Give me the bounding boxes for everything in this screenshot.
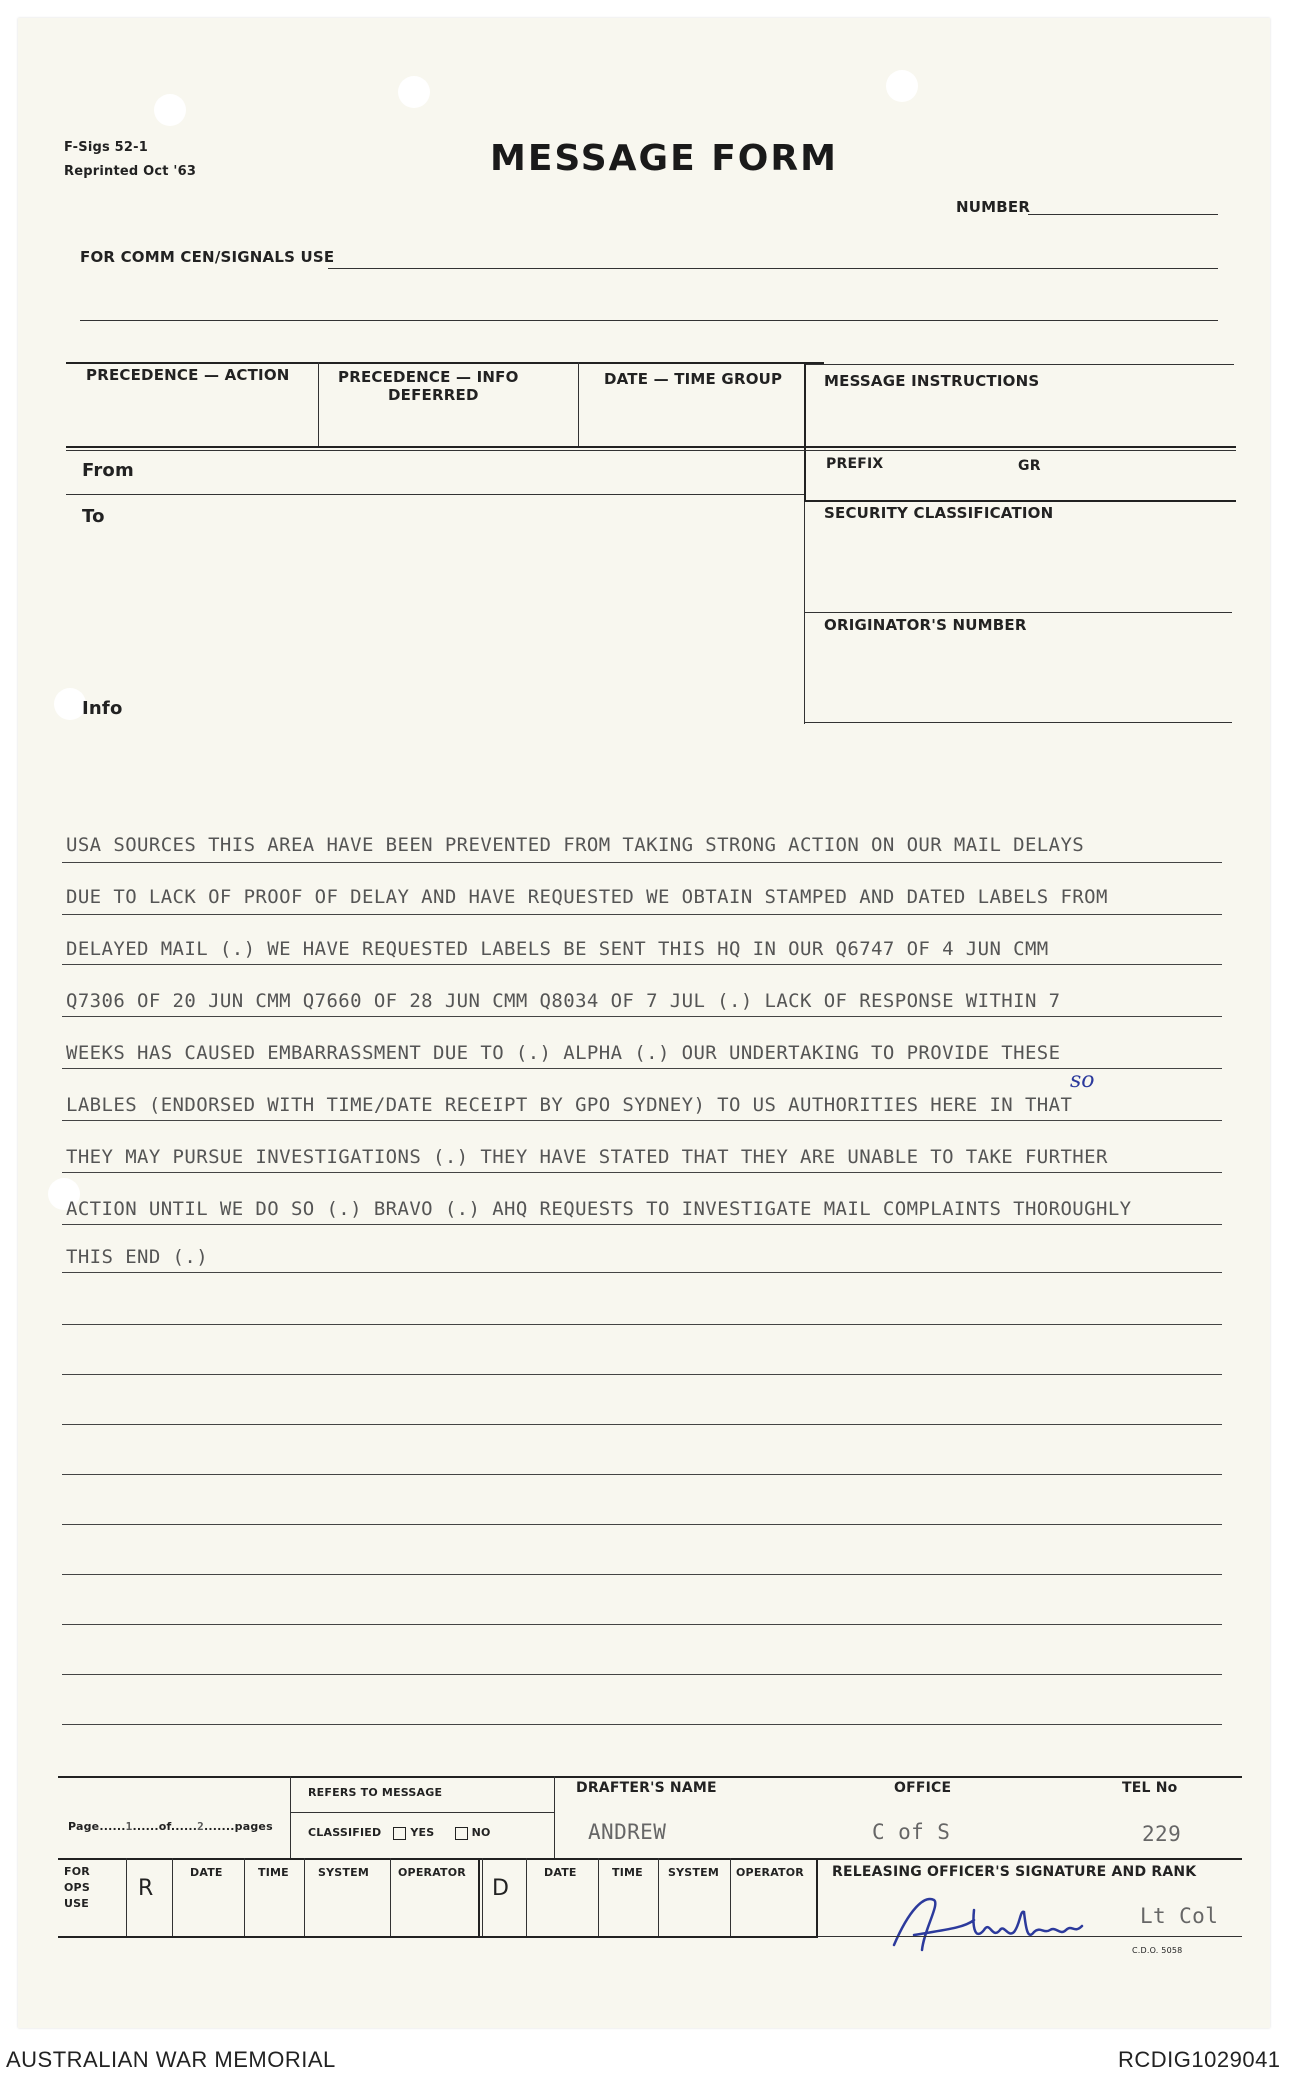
message-rule [62, 964, 1222, 965]
divider [244, 1858, 245, 1936]
time-col-label: TIME [258, 1866, 289, 1879]
date-col-label: DATE [544, 1866, 577, 1879]
caption-left: AUSTRALIAN WAR MEMORIAL [6, 2047, 336, 2072]
message-rule [62, 1424, 1222, 1425]
divider [554, 1776, 555, 1858]
number-label: NUMBER [956, 198, 1031, 216]
message-rule [62, 1224, 1222, 1225]
precedence-deferred-label: DEFERRED [388, 386, 479, 404]
signature-rule [818, 1936, 1242, 1937]
handwritten-correction: so [1070, 1068, 1095, 1093]
punch-hole [154, 94, 186, 126]
punch-hole [398, 76, 430, 108]
divider [482, 1858, 483, 1936]
security-classification-label: SECURITY CLASSIFICATION [824, 504, 1054, 522]
reprinted-date: Reprinted Oct '63 [64, 164, 197, 179]
gr-label: GR [1018, 458, 1041, 474]
refers-to-message-label: REFERS TO MESSAGE [308, 1786, 443, 1799]
form-title: MESSAGE FORM [490, 138, 838, 179]
divider [816, 1858, 818, 1938]
row-rule [66, 446, 1236, 448]
message-line: THEY MAY PURSUE INVESTIGATIONS (.) THEY HAVE STATED THAT THEY ARE UNABLE TO TAKE FURTHER [66, 1146, 1108, 1168]
operator-col-label: OPERATOR [736, 1866, 804, 1879]
date-time-group-label: DATE — TIME GROUP [604, 370, 783, 388]
divider [526, 1858, 527, 1936]
message-rule [62, 1324, 1222, 1325]
message-line: WEEKS HAS CAUSED EMBARRASSMENT DUE TO (.) ALPHA (.) OUR UNDERTAKING TO PROVIDE THESE [66, 1042, 1061, 1064]
page-label: Page......1......of......2.......pages [68, 1820, 273, 1833]
divider [598, 1858, 599, 1936]
message-rule [62, 1724, 1222, 1725]
office-label: OFFICE [894, 1780, 952, 1796]
message-line: LABLES (ENDORSED WITH TIME/DATE RECEIPT BY GPO SYDNEY) TO US AUTHORITIES HERE IN THAT [66, 1094, 1073, 1116]
message-rule [62, 1524, 1222, 1525]
message-line: Q7306 OF 20 JUN CMM Q7660 OF 28 JUN CMM Q8034 OF 7 JUL (.) LACK OF RESPONSE WITHIN 7 [66, 990, 1061, 1012]
releasing-officer-label: RELEASING OFFICER'S SIGNATURE AND RANK [832, 1864, 1197, 1880]
message-line: DELAYED MAIL (.) WE HAVE REQUESTED LABELS BE SENT THIS HQ IN OUR Q6747 OF 4 JUN CMM [66, 938, 1049, 960]
ops-bottom-rule [58, 1936, 818, 1938]
operator-col-label: OPERATOR [398, 1866, 466, 1879]
message-rule [62, 1674, 1222, 1675]
message-line: THIS END (.) [66, 1246, 209, 1268]
message-rule [62, 1574, 1222, 1575]
system-col-label: SYSTEM [318, 1866, 369, 1879]
divider [478, 1858, 480, 1936]
message-rule [62, 1624, 1222, 1625]
divider [172, 1858, 173, 1936]
divider [304, 1858, 305, 1936]
message-rule [62, 914, 1222, 915]
divider [126, 1858, 127, 1936]
caption-right: RCDIG1029041 [1118, 2047, 1281, 2072]
message-rule [62, 1068, 1222, 1069]
system-col-label: SYSTEM [668, 1866, 719, 1879]
message-rule [62, 862, 1222, 863]
form-print-code: C.D.O. 5058 [1132, 1946, 1183, 1955]
table-top-rule-right [804, 364, 1234, 365]
divider [578, 362, 579, 448]
punch-hole [886, 70, 918, 102]
message-form-sheet [18, 18, 1270, 2028]
time-col-label: TIME [612, 1866, 643, 1879]
message-rule [62, 1272, 1222, 1273]
divider [318, 362, 319, 448]
classified-row: CLASSIFIED YES NO [308, 1826, 491, 1839]
number-field[interactable] [1028, 214, 1218, 215]
bottom-top-rule [58, 1776, 1242, 1778]
divider [390, 1858, 391, 1936]
for-ops-use-label: FOR OPS USE [64, 1865, 90, 1910]
drafters-name-label: DRAFTER'S NAME [576, 1780, 717, 1796]
precedence-info-label: PRECEDENCE — INFO [338, 368, 519, 386]
row-rule [804, 722, 1232, 723]
precedence-action-label: PRECEDENCE — ACTION [86, 366, 290, 384]
officer-signature [874, 1890, 1104, 1960]
comm-cen-label: FOR COMM CEN/SIGNALS USE [80, 248, 335, 266]
no-checkbox[interactable] [455, 1827, 468, 1840]
message-line: DUE TO LACK OF PROOF OF DELAY AND HAVE REQUESTED WE OBTAIN STAMPED AND DATED LABELS FROM [66, 886, 1108, 908]
row-rule [804, 500, 1236, 502]
comm-cen-field[interactable] [328, 268, 1218, 269]
row-rule [804, 612, 1232, 613]
office-value: C of S [872, 1820, 951, 1844]
message-line: USA SOURCES THIS AREA HAVE BEEN PREVENTED FROM TAKING STRONG ACTION ON OUR MAIL DELAYS [66, 834, 1085, 856]
row-rule [290, 1812, 554, 1813]
r-marker: R [138, 1876, 154, 1901]
message-rule [62, 1474, 1222, 1475]
yes-checkbox[interactable] [393, 1827, 406, 1840]
originators-number-label: ORIGINATOR'S NUMBER [824, 616, 1027, 634]
drafters-name-value: ANDREW [588, 1820, 667, 1844]
prefix-label: PREFIX [826, 456, 884, 472]
form-code: F-Sigs 52-1 [64, 140, 148, 155]
d-marker: D [492, 1876, 509, 1901]
from-label: From [82, 460, 134, 481]
message-rule [62, 1120, 1222, 1121]
tel-label: TEL No [1122, 1780, 1178, 1796]
message-rule [62, 1016, 1222, 1017]
ops-row-rule [58, 1858, 1242, 1860]
message-instructions-label: MESSAGE INSTRUCTIONS [824, 372, 1040, 390]
message-rule [62, 1172, 1222, 1173]
message-line: ACTION UNTIL WE DO SO (.) BRAVO (.) AHQ REQUESTS TO INVESTIGATE MAIL COMPLAINTS THOROUGHLY [66, 1198, 1132, 1220]
message-rule [62, 1374, 1222, 1375]
divider [658, 1858, 659, 1936]
row-rule [66, 450, 1236, 451]
rank-value: Lt Col [1140, 1904, 1219, 1928]
to-label: To [82, 506, 105, 527]
divider [290, 1776, 291, 1858]
from-field[interactable] [66, 494, 804, 495]
divider [804, 502, 805, 724]
tel-value: 229 [1142, 1822, 1182, 1846]
divider [804, 362, 806, 502]
divider [730, 1858, 731, 1936]
comm-cen-field-2[interactable] [80, 320, 1218, 321]
date-col-label: DATE [190, 1866, 223, 1879]
table-top-rule [66, 362, 824, 364]
info-label: Info [82, 698, 123, 719]
